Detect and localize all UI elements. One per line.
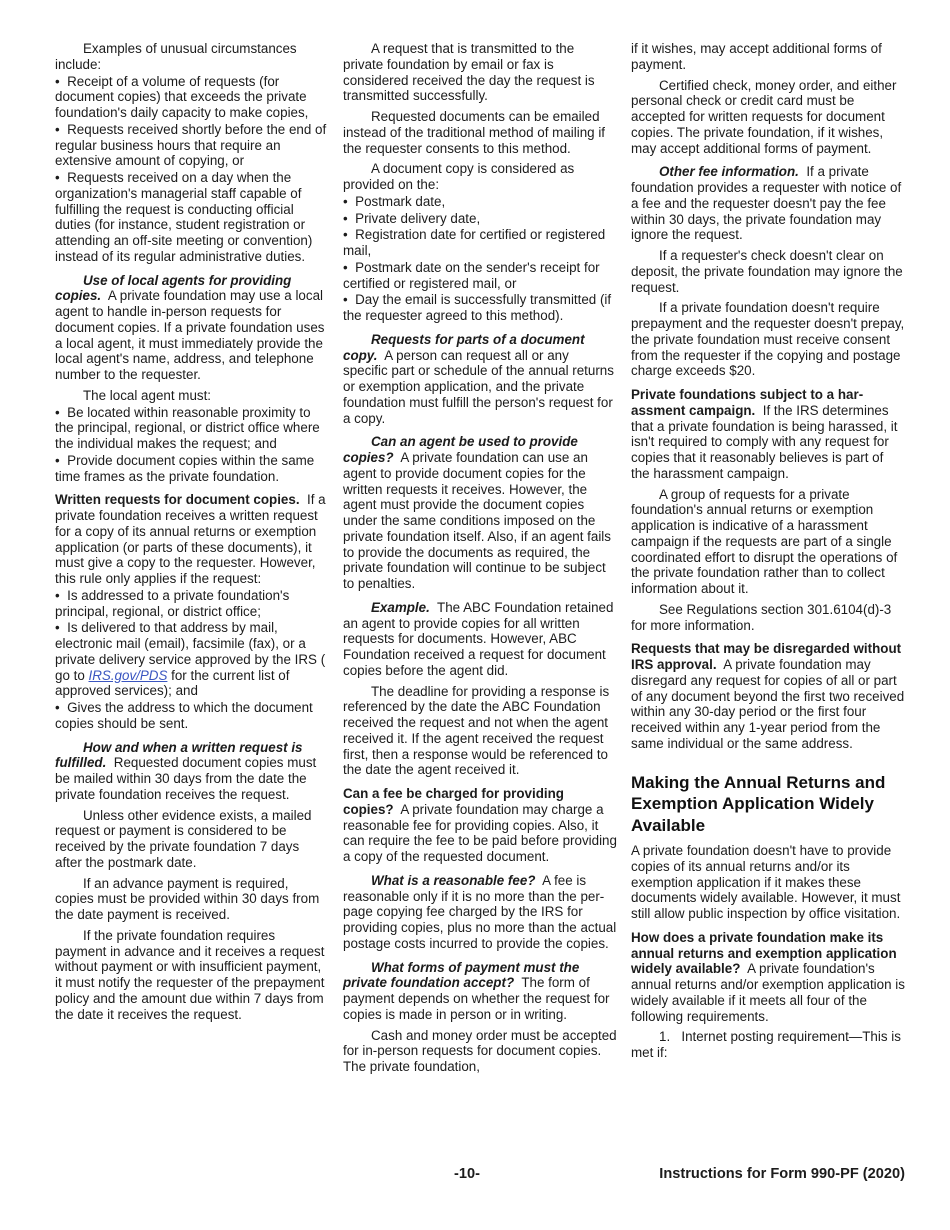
document-title: Instructions for Form 990-PF (2020) — [659, 1166, 905, 1182]
paragraph: Cash and money order must be accepted for in-person requests for document copies. The private foundation, — [343, 1027, 617, 1074]
bullet-marker: • — [55, 620, 68, 636]
bullet-item: • Receipt of a volume of requests (for document copies) that exceeds the private foundation's daily capacity to make copies, — [55, 73, 309, 120]
run-in-heading: Requests for parts of a document copy. — [343, 331, 585, 363]
bullet-marker: • — [343, 259, 356, 275]
bullet-marker: • — [55, 170, 68, 185]
paragraph: Unless other evidence exists, a mailed request or payment is considered to be received by the private foundation 7 days after the postmark date. — [55, 807, 312, 870]
bullet-marker: • — [55, 700, 68, 715]
bullet-item: • Private delivery date, — [343, 210, 481, 226]
paragraph: A group of requests for a private foundation's annual returns or exemption application is indicative of a harassment campaign if the requests are part of a single coordinated effort to disrupt the operations of the private foundation rather than to collect information about it. — [631, 486, 898, 596]
bullet-marker: • — [343, 193, 356, 209]
bullet-item: • Be located within reasonable proximity to the principal, regional, or district office where the individual makes the request; and — [55, 404, 320, 451]
paragraph: See Regulations section 301.6104(d)-3 for more information. — [631, 601, 892, 633]
labeled-paragraph: Can a fee be charged for providing copies? A private foundation may charge a reasonable fee for providing copies. Also, it can require the fee to be paid before providing a copy of the requested document. — [343, 786, 617, 864]
bullet-marker: • — [55, 452, 68, 468]
labeled-paragraph: What forms of payment must the private foundation accept? The form of payment depends on whether the request for copies is made in person or in writing. — [343, 959, 610, 1022]
page-number: -10- — [454, 1166, 480, 1182]
bullet-marker: • — [343, 292, 356, 308]
paragraph: The deadline for providing a response is referenced by the date the ABC Foundation received the request and not when the agent received it. If the agent received the request first, then a response would be referenced to the date the agent received it. — [343, 683, 610, 778]
bullet-item: • Day the email is successfully transmitted (if the requester agreed to this method). — [343, 292, 612, 323]
paragraph: If a private foundation doesn't require prepayment and the requester doesn't prepay, the private foundation must receive consent from the requester if the copying and postage charge exceeds $20. — [631, 300, 905, 379]
run-in-heading: Can an agent be used to provide copies? — [343, 434, 578, 465]
bullet-marker: • — [55, 404, 68, 420]
paragraph: If the private foundation requires payment in advance and it receives a request without payment or with insufficient payment, it must notify the requester of the prepayment policy and the amount due within 7 days from the date it receives the request. — [55, 927, 325, 1022]
labeled-paragraph: Requests that may be disregarded without IRS approval. A private foundation may disregard any request for copies of all or part of any document beyond the first two received within any 30-day period or the first four received within any 1-year period from the same individual or the same address. — [631, 641, 905, 751]
bullet-marker: • — [55, 121, 68, 137]
text-column-3 — [631, 40, 905, 1075]
paragraph: A request that is transmitted to the private foundation by email or fax is considered received the day the request is transmitted successfully. — [343, 41, 595, 104]
bullet-item: • Postmark date, — [343, 193, 446, 209]
run-in-heading: How does a private foundation make its annual returns and exemption application widely available? — [631, 929, 897, 977]
labeled-paragraph: Requests for parts of a document copy. A person can request all or any specific part or schedule of the annual returns or exemption application, and the private foundation must fulfill the person's request for a copy. — [343, 331, 614, 426]
run-in-heading: What forms of payment must the private foundation accept? — [343, 959, 580, 991]
page-body — [55, 40, 905, 1075]
labeled-paragraph: Written requests for document copies. If a private foundation receives a written request for a copy of its annual returns or exemption application (or parts of these documents), it must give a copy to the requester. However, this rule only applies if the request: — [55, 492, 326, 586]
irs-pds-link[interactable]: IRS.gov/PDS — [88, 667, 168, 683]
bullet-marker: • — [55, 73, 68, 89]
bullet-item: • Registration date for certified or registered mail, — [343, 227, 606, 258]
run-in-heading: How and when a written request is fulfilled. — [55, 739, 303, 771]
labeled-paragraph: How and when a written request is fulfilled. Requested document copies must be mailed within 30 days from the date the private foundation receives the request. — [55, 739, 317, 802]
labeled-paragraph: What is a reasonable fee? A fee is reasonable only if it is no more than the per-page copying fee charged by the IRS for providing copies, plus no more than the actual postage costs incurred to provide the copies. — [343, 872, 617, 951]
section-heading: Making the Annual Returns and Exemption Application Widely Available — [631, 772, 886, 835]
run-in-heading: Can a fee be charged for providing copies? — [343, 786, 564, 817]
run-in-heading: Other fee information. — [659, 164, 799, 180]
paragraph: if it wishes, may accept additional forms of payment. — [631, 41, 882, 72]
bullet-item: • Is addressed to a private foundation's principal, regional, or district office; — [55, 587, 290, 619]
labeled-paragraph: Example. The ABC Foundation retained an agent to provide copies for all written requests for documents. However, ABC Foundation received a request for document copies before the agent did. — [343, 599, 614, 678]
paragraph: Examples of unusual circumstances include: — [55, 41, 297, 72]
paragraph: A private foundation doesn't have to provide copies of its annual returns and/or its exemption application if it makes these documents widely available. However, it must still allow public inspection by office visitation. — [631, 843, 901, 921]
numbered-item: 1. Internet posting requirement—This is met if: — [631, 1029, 901, 1060]
paragraph: Requested documents can be emailed instead of the traditional method of mailing if the requester consents to this method. — [343, 109, 606, 156]
run-in-heading: Requests that may be disregarded without IRS approval. — [631, 641, 902, 672]
paragraph: If an advance payment is required, copies must be provided within 30 days from the date payment is received. — [55, 875, 320, 922]
bullet-marker: • — [55, 587, 68, 603]
run-in-heading: What is a reasonable fee? — [371, 872, 536, 888]
bullet-item: • Provide document copies within the same time frames as the private foundation. — [55, 452, 315, 484]
list-number: 1. — [659, 1029, 682, 1045]
paragraph: If a requester's check doesn't clear on deposit, the private foundation may ignore the request. — [631, 248, 903, 295]
bullet-item: • Gives the address to which the document copies should be sent. — [55, 700, 313, 731]
bullet-item: • Requests received shortly before the end of regular business hours that require an extensive amount of copying, or — [55, 121, 327, 169]
text-column-1 — [55, 40, 329, 1075]
bullet-item: • Is delivered to that address by mail, electronic mail (email), facsimile (fax), or a private delivery service approved by the IRS ( go to IRS.gov/PDS for the current list of approved services); and — [55, 620, 326, 699]
labeled-paragraph: Other fee information. If a private foundation provides a requester with notice of a fee and the requester doesn't pay the fee within 30 days, the private foundation may ignore the request. — [631, 164, 902, 243]
bullet-item: • Postmark date on the sender's receipt for certified or registered mail, or — [343, 259, 600, 291]
labeled-paragraph: Can an agent be used to provide copies? A private foundation can use an agent to provide document copies for the written requests it receives. However, the agent must provide the document copies under the same conditions imposed on the private foundation itself. Also, if an agent fails to provide the documents as required, the private foundation will continue to be subject to penalties. — [343, 434, 611, 591]
labeled-paragraph: Private foundations subject to a harassment campaign. If the IRS determines that a private foundation is being harassed, it isn't required to comply with any request for copies that it reasonably believes is part of the harassment campaign. — [631, 387, 898, 481]
bullet-item: • Requests received on a day when the organization's managerial staff capable of fulfilling the request is conducting official duties (for instance, student registration or attending an off-site meeting or convention) instead of its regular administrative duties. — [55, 170, 313, 264]
labeled-paragraph: How does a private foundation make its annual returns and exemption application widely available? A private foundation's annual returns and/or exemption application is widely available if it meets all four of the following requirements. — [631, 929, 905, 1024]
bullet-marker: • — [343, 227, 356, 243]
run-in-heading: Private foundations subject to a harassment campaign. — [631, 387, 864, 418]
text-column-2 — [343, 40, 617, 1075]
run-in-heading: Written requests for document copies. — [55, 492, 300, 508]
paragraph: Certified check, money order, and either personal check or credit card must be accepted for written requests for document copies. The private foundation, if it wishes, may accept additional forms of payment. — [631, 77, 897, 156]
paragraph: The local agent must: — [83, 387, 212, 403]
labeled-paragraph: Use of local agents for providing copies. A private foundation may use a local agent to handle in-person requests for document copies. If a private foundation uses a local agent, it must immediately provide the local agent's name, address, and telephone number to the requester. — [55, 272, 325, 382]
run-in-heading: Use of local agents for providing copies. — [55, 272, 292, 304]
page-footer — [55, 1166, 905, 1186]
bullet-marker: • — [343, 210, 356, 226]
paragraph: A document copy is considered as provided on the: — [343, 161, 575, 192]
run-in-heading: Example. — [371, 599, 430, 615]
